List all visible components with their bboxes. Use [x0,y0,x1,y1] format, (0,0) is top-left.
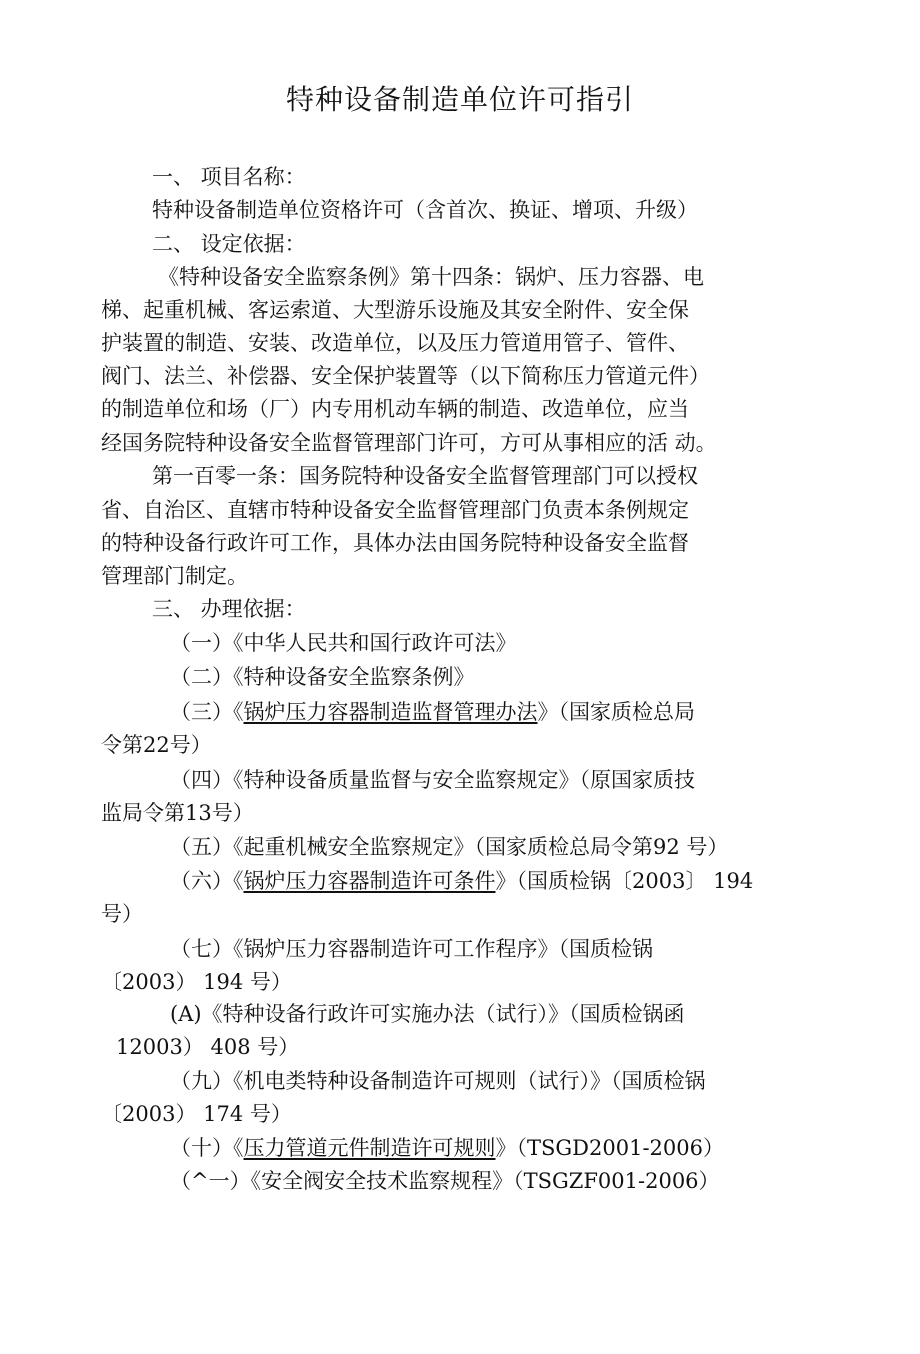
regulation-link[interactable]: 压力管道元件制造许可规则 [243,1136,496,1160]
basis-item-7-continuation: 〔2003） 194 号） [101,970,292,994]
basis-item-9: （九）《机电类特种设备制造许可规则（试行）》（国质检锅 [170,1069,706,1093]
item-prefix: （三）《 [170,700,244,724]
basis-item-3 [170,697,695,727]
basis-item-10 [170,1133,724,1163]
paragraph-line: 的制造单位和场（厂）内专用机动车辆的制造、改造单位，应当 [101,397,689,421]
regulation-link[interactable]: 锅炉压力容器制造许可条件 [243,869,496,893]
basis-item-3-continuation: 令第22号） [101,733,212,757]
basis-item-11: （^一）《安全阀安全技术监察规程》（TSGZF001-2006） [170,1169,720,1193]
page-title: 特种设备制造单位许可指引 [285,83,634,116]
section-3-heading: 三、 办理依据： [152,597,306,621]
section-2-heading: 二、 设定依据： [152,232,306,256]
basis-item-6-continuation: 号） [101,902,143,926]
basis-item-4-continuation: 监局令第13号） [101,801,254,825]
basis-item-5: （五）《起重机械安全监察规定》（国家质检总局令第92 号） [170,835,729,859]
basis-item-6 [170,866,753,896]
paragraph-line: 管理部门制定。 [101,564,248,588]
paragraph-line: 阀门、法兰、补偿器、安全保护装置等（以下简称压力管道元件） [101,364,710,388]
section-1-body: 特种设备制造单位资格许可（含首次、换证、增项、升级） [152,198,698,222]
item-prefix: （六）《 [170,869,244,893]
basis-item-1: （一）《中华人民共和国行政许可法》 [170,631,517,655]
basis-item-9-continuation: 〔2003） 174 号） [101,1102,292,1126]
basis-item-2: （二）《特种设备安全监察条例》 [170,665,475,689]
basis-item-4: （四）《特种设备质量监督与安全监察规定》（原国家质技 [170,768,695,792]
paragraph-line: 《特种设备安全监察条例》第十四条：锅炉、压力容器、电 [158,265,704,289]
paragraph-line: 的特种设备行政许可工作，具体办法由国务院特种设备安全监督 [101,531,689,555]
basis-item-8: (A)《特种设备行政许可实施办法（试行）》（国质检锅函 [170,1002,685,1026]
item-prefix: （十）《 [170,1136,244,1160]
paragraph-line: 经国务院特种设备安全监督管理部门许可，方可从事相应的活 动。 [101,431,717,455]
item-suffix: 》（国家质检总局 [537,700,695,724]
basis-item-8-continuation: 12003） 408 号） [116,1035,300,1059]
item-suffix: 》（TSGD2001-2006） [495,1136,724,1160]
paragraph-line: 省、自治区、直辖市特种设备安全监督管理部门负责本条例规定 [101,498,689,522]
item-suffix: 》（国质检锅〔2003〕 194 [495,869,754,893]
paragraph-line: 护装置的制造、安装、改造单位，以及压力管道用管子、管件、 [101,331,689,355]
basis-item-7: （七）《锅炉压力容器制造许可工作程序》（国质检锅 [170,937,653,961]
regulation-link[interactable]: 锅炉压力容器制造监督管理办法 [243,700,538,724]
paragraph-line: 第一百零一条：国务院特种设备安全监督管理部门可以授权 [152,464,698,488]
section-1-heading: 一、 项目名称： [152,165,306,189]
paragraph-line: 梯、起重机械、客运索道、大型游乐设施及其安全附件、安全保 [101,298,689,322]
